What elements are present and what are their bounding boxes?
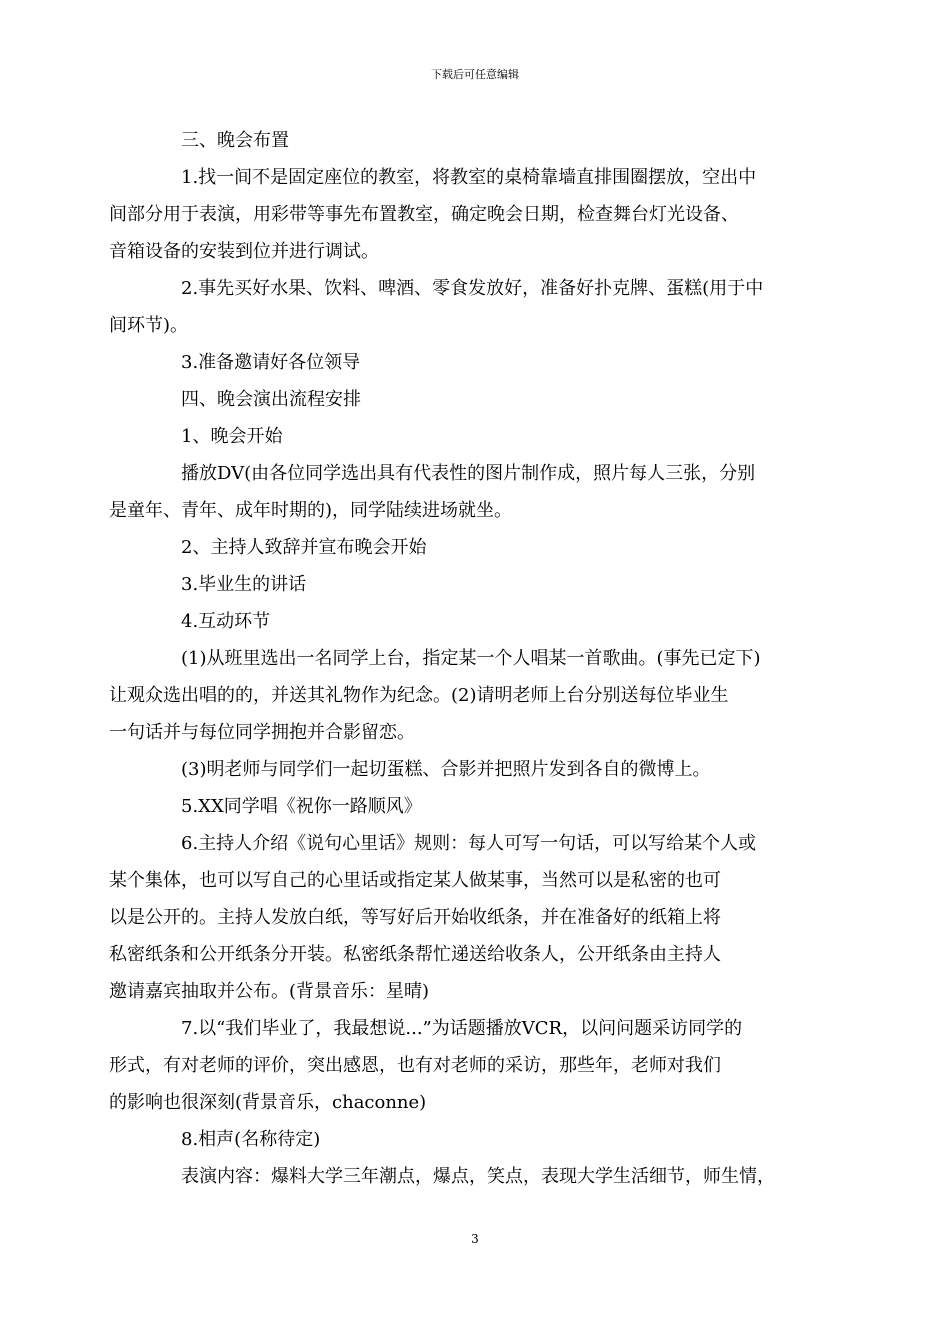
text-line: 6.主持人介绍《说句心里话》规则：每人可写一句话，可以写给某个人或: [181, 833, 757, 854]
text-line: 间部分用于表演，用彩带等事先布置教室，确定晚会日期，检查舞台灯光设备、: [109, 204, 739, 225]
text-line: 3.毕业生的讲话: [181, 574, 307, 595]
text-line: 7.以“我们毕业了，我最想说...”为话题播放VCR，以问问题采访同学的: [181, 1018, 743, 1039]
paragraph: [109, 825, 810, 1010]
text-line: 8.相声(名称待定): [181, 1129, 321, 1150]
text-line: 邀请嘉宾抽取并公布。(背景音乐：星晴): [109, 981, 430, 1002]
paragraph: [109, 270, 810, 344]
text-line: 的影响也很深刻(背景音乐，chaconne): [109, 1092, 427, 1113]
text-line: 2、主持人致辞并宣布晚会开始: [181, 537, 427, 558]
paragraph: [145, 418, 810, 455]
text-line: 表演内容：爆料大学三年潮点，爆点，笑点，表现大学生活细节，师生情，: [181, 1166, 775, 1187]
paragraph: [145, 344, 810, 381]
text-line: 以是公开的。主持人发放白纸，等写好后开始收纸条，并在准备好的纸箱上将: [109, 907, 721, 928]
text-line: 三、晚会布置: [181, 130, 289, 151]
text-line: 音箱设备的安装到位并进行调试。: [109, 241, 379, 262]
page-number: 3: [471, 1232, 479, 1246]
text-line: 某个集体，也可以写自己的心里话或指定某人做某事，当然可以是私密的也可: [109, 870, 721, 891]
paragraph: [109, 640, 810, 751]
text-line: 私密纸条和公开纸条分开装。私密纸条帮忙递送给收条人，公开纸条由主持人: [109, 944, 721, 965]
text-line: 播放DV(由各位同学选出具有代表性的图片制作成，照片每人三张，分别: [181, 463, 756, 484]
paragraph: [145, 788, 810, 825]
page-header: 下载后可任意编辑: [431, 68, 519, 81]
paragraph: [145, 529, 810, 566]
document-body: [109, 122, 810, 1195]
text-line: 2.事先买好水果、饮料、啤酒、零食发放好，准备好扑克牌、蛋糕(用于中: [181, 278, 764, 299]
text-line: 四、晚会演出流程安排: [181, 389, 361, 410]
text-line: 3.准备邀请好各位领导: [181, 352, 361, 373]
text-line: 让观众选出唱的的，并送其礼物作为纪念。(2)请明老师上台分别送每位毕业生: [109, 685, 729, 706]
text-line: (1)从班里选出一名同学上台，指定某一个人唱某一首歌曲。(事先已定下): [181, 648, 761, 669]
text-line: 1.找一间不是固定座位的教室，将教室的桌椅靠墙直排围圈摆放，空出中: [181, 167, 757, 188]
paragraph: [109, 1010, 810, 1121]
paragraph: [145, 566, 810, 603]
text-line: (3)明老师与同学们一起切蛋糕、合影并把照片发到各自的微博上。: [181, 759, 711, 780]
text-line: 5.XX同学唱《祝你一路顺风》: [181, 796, 422, 817]
text-line: 是童年、青年、成年时期的)，同学陆续进场就坐。: [109, 500, 513, 521]
paragraph: [109, 159, 810, 270]
paragraph: [109, 455, 810, 529]
paragraph: [145, 381, 810, 418]
text-line: 间环节)。: [109, 315, 189, 336]
paragraph: [145, 122, 810, 159]
text-line: 形式，有对老师的评价，突出感恩，也有对老师的采访，那些年，老师对我们: [109, 1055, 721, 1076]
paragraph: [145, 603, 810, 640]
text-line: 4.互动环节: [181, 611, 271, 632]
paragraph: [145, 1158, 810, 1195]
text-line: 1、晚会开始: [181, 426, 283, 447]
paragraph: [145, 751, 810, 788]
text-line: 一句话并与每位同学拥抱并合影留恋。: [109, 722, 415, 743]
paragraph: [145, 1121, 810, 1158]
